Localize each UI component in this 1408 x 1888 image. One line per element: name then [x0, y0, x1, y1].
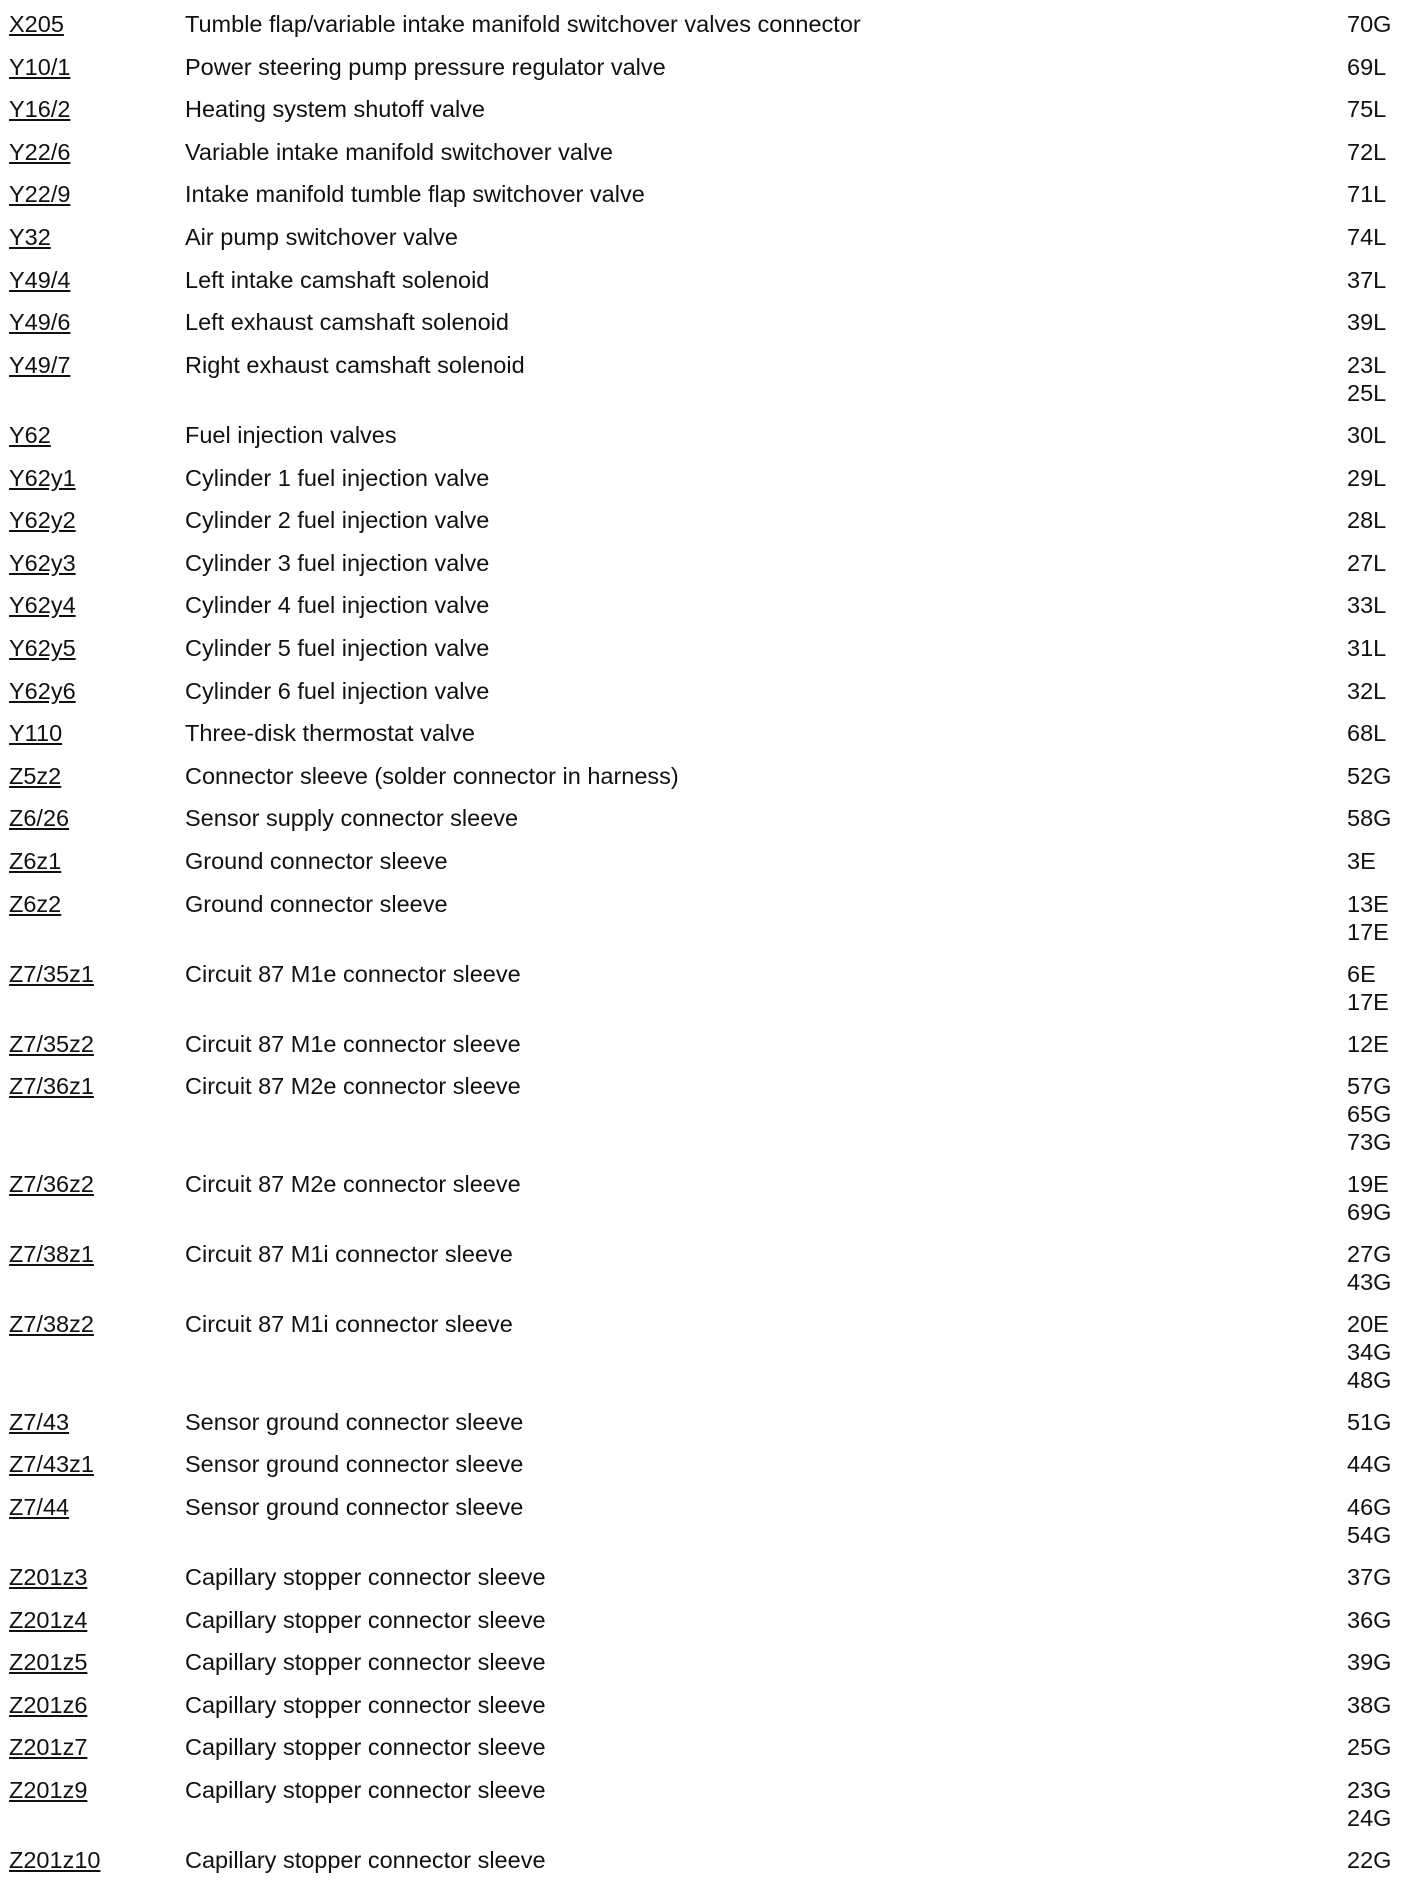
component-description: Intake manifold tumble flap switchover valve: [185, 181, 645, 208]
component-code-link[interactable]: Y10/1: [9, 53, 71, 80]
component-code-link[interactable]: Z201z10: [9, 1847, 101, 1874]
grid-references: [1347, 762, 1391, 790]
component-code-link[interactable]: Y22/6: [9, 138, 71, 165]
grid-reference: 37G: [1347, 1564, 1392, 1590]
grid-reference: 43G: [1347, 1269, 1392, 1295]
component-code-link[interactable]: Y62y4: [9, 592, 76, 619]
grid-reference: 58G: [1347, 805, 1392, 832]
component-description: Power steering pump pressure regulator valve: [185, 53, 666, 80]
grid-reference: 23L: [1347, 351, 1387, 378]
component-description: Air pump switchover valve: [185, 224, 458, 250]
component-description: Ground connector sleeve: [185, 847, 448, 874]
grid-reference: 19E: [1347, 1170, 1389, 1197]
component-code-link[interactable]: Z6/26: [9, 805, 70, 832]
grid-reference: 13E: [1347, 890, 1389, 917]
component-code-link[interactable]: Z7/43z1: [9, 1451, 94, 1478]
component-description: Sensor ground connector sleeve: [185, 1493, 524, 1520]
grid-reference: 57G: [1347, 1073, 1392, 1100]
component-description: Capillary stopper connector sleeve: [185, 1564, 546, 1590]
grid-references: [1347, 1691, 1391, 1719]
grid-references: [1347, 1846, 1391, 1874]
grid-references: [1347, 10, 1391, 38]
component-code-link[interactable]: X205: [9, 11, 64, 37]
component-code-link[interactable]: Y62: [9, 421, 51, 448]
grid-reference: 69G: [1347, 1198, 1392, 1225]
grid-references: [1347, 1563, 1391, 1591]
grid-reference: 71L: [1347, 181, 1387, 208]
component-code-link[interactable]: Z7/38z2: [9, 1311, 94, 1338]
component-code-link[interactable]: Y49/7: [9, 351, 71, 378]
grid-references: [1347, 1493, 1391, 1549]
component-code-link[interactable]: Z6z2: [9, 890, 62, 917]
grid-references: [1347, 1776, 1391, 1832]
component-description: Tumble flap/variable intake manifold switchover valves connector: [185, 11, 861, 37]
component-description: Capillary stopper connector sleeve: [185, 1649, 546, 1676]
component-description: Ground connector sleeve: [185, 890, 448, 917]
component-code-link[interactable]: Z6z1: [9, 847, 62, 874]
component-code-link[interactable]: Y62y6: [9, 677, 76, 704]
component-code-link[interactable]: Z7/35z2: [9, 1030, 94, 1057]
grid-references: [1347, 138, 1386, 166]
grid-references: [1347, 1072, 1391, 1156]
grid-references: [1347, 890, 1389, 946]
grid-reference: 38G: [1347, 1691, 1392, 1718]
component-description: Sensor ground connector sleeve: [185, 1451, 524, 1478]
grid-reference: 30L: [1347, 421, 1387, 448]
component-code-link[interactable]: Y62y2: [9, 507, 76, 534]
component-code-link[interactable]: Y110: [9, 720, 63, 747]
grid-references: [1347, 1240, 1391, 1296]
grid-reference: 24G: [1347, 1805, 1392, 1831]
component-code-link[interactable]: Y49/6: [9, 309, 71, 336]
grid-reference: 73G: [1347, 1129, 1392, 1156]
grid-reference: 37L: [1347, 266, 1387, 293]
component-code-link[interactable]: Z7/38z1: [9, 1241, 94, 1267]
grid-reference: 27G: [1347, 1241, 1392, 1267]
grid-references: [1347, 1450, 1391, 1478]
grid-references: [1347, 634, 1386, 662]
component-code-link[interactable]: Y62y3: [9, 549, 76, 576]
grid-references: [1347, 308, 1386, 336]
component-code-link[interactable]: Z7/43: [9, 1408, 70, 1435]
grid-reference: 74L: [1347, 224, 1387, 250]
grid-reference: 46G: [1347, 1493, 1392, 1520]
component-description: Sensor supply connector sleeve: [185, 805, 519, 832]
grid-references: [1347, 506, 1386, 534]
component-code-link[interactable]: Z201z3: [9, 1564, 88, 1590]
grid-references: [1347, 95, 1386, 123]
grid-reference: 48G: [1347, 1367, 1392, 1394]
component-description: Cylinder 4 fuel injection valve: [185, 592, 490, 619]
component-description: Capillary stopper connector sleeve: [185, 1606, 546, 1633]
grid-reference: 20E: [1347, 1311, 1389, 1338]
component-description: Circuit 87 M1e connector sleeve: [185, 1030, 521, 1057]
grid-references: [1347, 1408, 1391, 1436]
grid-reference: 17E: [1347, 988, 1389, 1015]
grid-references: [1347, 223, 1386, 251]
grid-reference: 69L: [1347, 53, 1387, 80]
grid-reference: 3E: [1347, 847, 1376, 874]
component-description: Cylinder 5 fuel injection valve: [185, 634, 490, 661]
grid-references: [1347, 719, 1386, 747]
component-code-link[interactable]: Z7/36z2: [9, 1170, 94, 1197]
component-code-link[interactable]: Y22/9: [9, 181, 71, 208]
grid-references: [1347, 1648, 1391, 1676]
component-description: Left exhaust camshaft solenoid: [185, 309, 509, 336]
grid-reference: 70G: [1347, 11, 1392, 37]
grid-references: [1347, 591, 1386, 619]
grid-reference: 75L: [1347, 96, 1387, 123]
component-description: Cylinder 6 fuel injection valve: [185, 677, 490, 704]
grid-reference: 36G: [1347, 1606, 1392, 1633]
grid-reference: 31L: [1347, 634, 1387, 661]
grid-references: [1347, 677, 1386, 705]
component-code-link[interactable]: Y32: [9, 224, 51, 250]
component-code-link[interactable]: Z5z2: [9, 762, 62, 789]
component-description: Variable intake manifold switchover valve: [185, 138, 613, 165]
grid-reference: 33L: [1347, 592, 1387, 619]
component-description: Capillary stopper connector sleeve: [185, 1777, 546, 1803]
grid-reference: 23G: [1347, 1777, 1392, 1803]
grid-reference: 34G: [1347, 1339, 1392, 1366]
component-code-link[interactable]: Z201z9: [9, 1777, 88, 1803]
grid-references: [1347, 1733, 1391, 1761]
component-code-link[interactable]: Z7/35z1: [9, 960, 94, 987]
component-description: Circuit 87 M1i connector sleeve: [185, 1241, 513, 1267]
component-description: Sensor ground connector sleeve: [185, 1408, 524, 1435]
component-code-link[interactable]: Y62y5: [9, 634, 76, 661]
grid-reference: 54G: [1347, 1521, 1392, 1548]
grid-references: [1347, 464, 1386, 492]
grid-references: [1347, 266, 1386, 294]
component-description: Cylinder 3 fuel injection valve: [185, 549, 490, 576]
component-description: Capillary stopper connector sleeve: [185, 1847, 546, 1874]
grid-reference: 39L: [1347, 309, 1387, 336]
grid-references: [1347, 960, 1389, 1016]
grid-references: [1347, 1170, 1391, 1226]
grid-reference: 25G: [1347, 1734, 1392, 1761]
grid-reference: 32L: [1347, 677, 1387, 704]
grid-reference: 52G: [1347, 762, 1392, 789]
grid-references: [1347, 180, 1386, 208]
component-code-link[interactable]: Z201z5: [9, 1649, 88, 1676]
grid-references: [1347, 1030, 1389, 1058]
grid-references: [1347, 421, 1386, 449]
grid-reference: 25L: [1347, 379, 1387, 406]
grid-references: [1347, 53, 1386, 81]
grid-reference: 28L: [1347, 507, 1387, 534]
grid-reference: 44G: [1347, 1451, 1392, 1478]
component-code-link[interactable]: Z7/44: [9, 1493, 70, 1520]
component-description: Circuit 87 M2e connector sleeve: [185, 1170, 521, 1197]
grid-reference: 22G: [1347, 1847, 1392, 1874]
grid-reference: 39G: [1347, 1649, 1392, 1676]
grid-references: [1347, 847, 1376, 875]
grid-references: [1347, 804, 1391, 832]
component-description: Cylinder 2 fuel injection valve: [185, 507, 490, 534]
grid-reference: 29L: [1347, 464, 1387, 491]
component-code-link[interactable]: Y62y1: [9, 464, 76, 491]
component-description: Capillary stopper connector sleeve: [185, 1734, 546, 1761]
component-code-link[interactable]: Y49/4: [9, 266, 71, 293]
component-code-link[interactable]: Z201z6: [9, 1691, 88, 1718]
component-description: Capillary stopper connector sleeve: [185, 1691, 546, 1718]
grid-references: [1347, 351, 1386, 407]
component-description: Connector sleeve (solder connector in harness): [185, 762, 679, 789]
component-description: Fuel injection valves: [185, 421, 397, 448]
grid-references: [1347, 549, 1386, 577]
grid-reference: 6E: [1347, 960, 1376, 987]
grid-references: [1347, 1310, 1391, 1394]
component-description: Heating system shutoff valve: [185, 96, 485, 123]
grid-reference: 51G: [1347, 1408, 1392, 1435]
component-code-link[interactable]: Z201z7: [9, 1734, 88, 1761]
component-code-link[interactable]: Y16/2: [9, 96, 71, 123]
grid-reference: 27L: [1347, 549, 1387, 576]
component-description: Left intake camshaft solenoid: [185, 266, 490, 293]
component-description: Circuit 87 M1e connector sleeve: [185, 960, 521, 987]
component-description: Cylinder 1 fuel injection valve: [185, 464, 490, 491]
component-description: Circuit 87 M2e connector sleeve: [185, 1073, 521, 1100]
component-description: Right exhaust camshaft solenoid: [185, 351, 525, 378]
component-code-link[interactable]: Z201z4: [9, 1606, 88, 1633]
grid-reference: 17E: [1347, 918, 1389, 945]
grid-reference: 68L: [1347, 720, 1387, 747]
grid-reference: 12E: [1347, 1030, 1389, 1057]
grid-reference: 72L: [1347, 138, 1387, 165]
component-description: Circuit 87 M1i connector sleeve: [185, 1311, 513, 1338]
component-code-link[interactable]: Z7/36z1: [9, 1073, 94, 1100]
grid-references: [1347, 1606, 1391, 1634]
grid-reference: 65G: [1347, 1101, 1392, 1128]
component-description: Three-disk thermostat valve: [185, 720, 475, 747]
